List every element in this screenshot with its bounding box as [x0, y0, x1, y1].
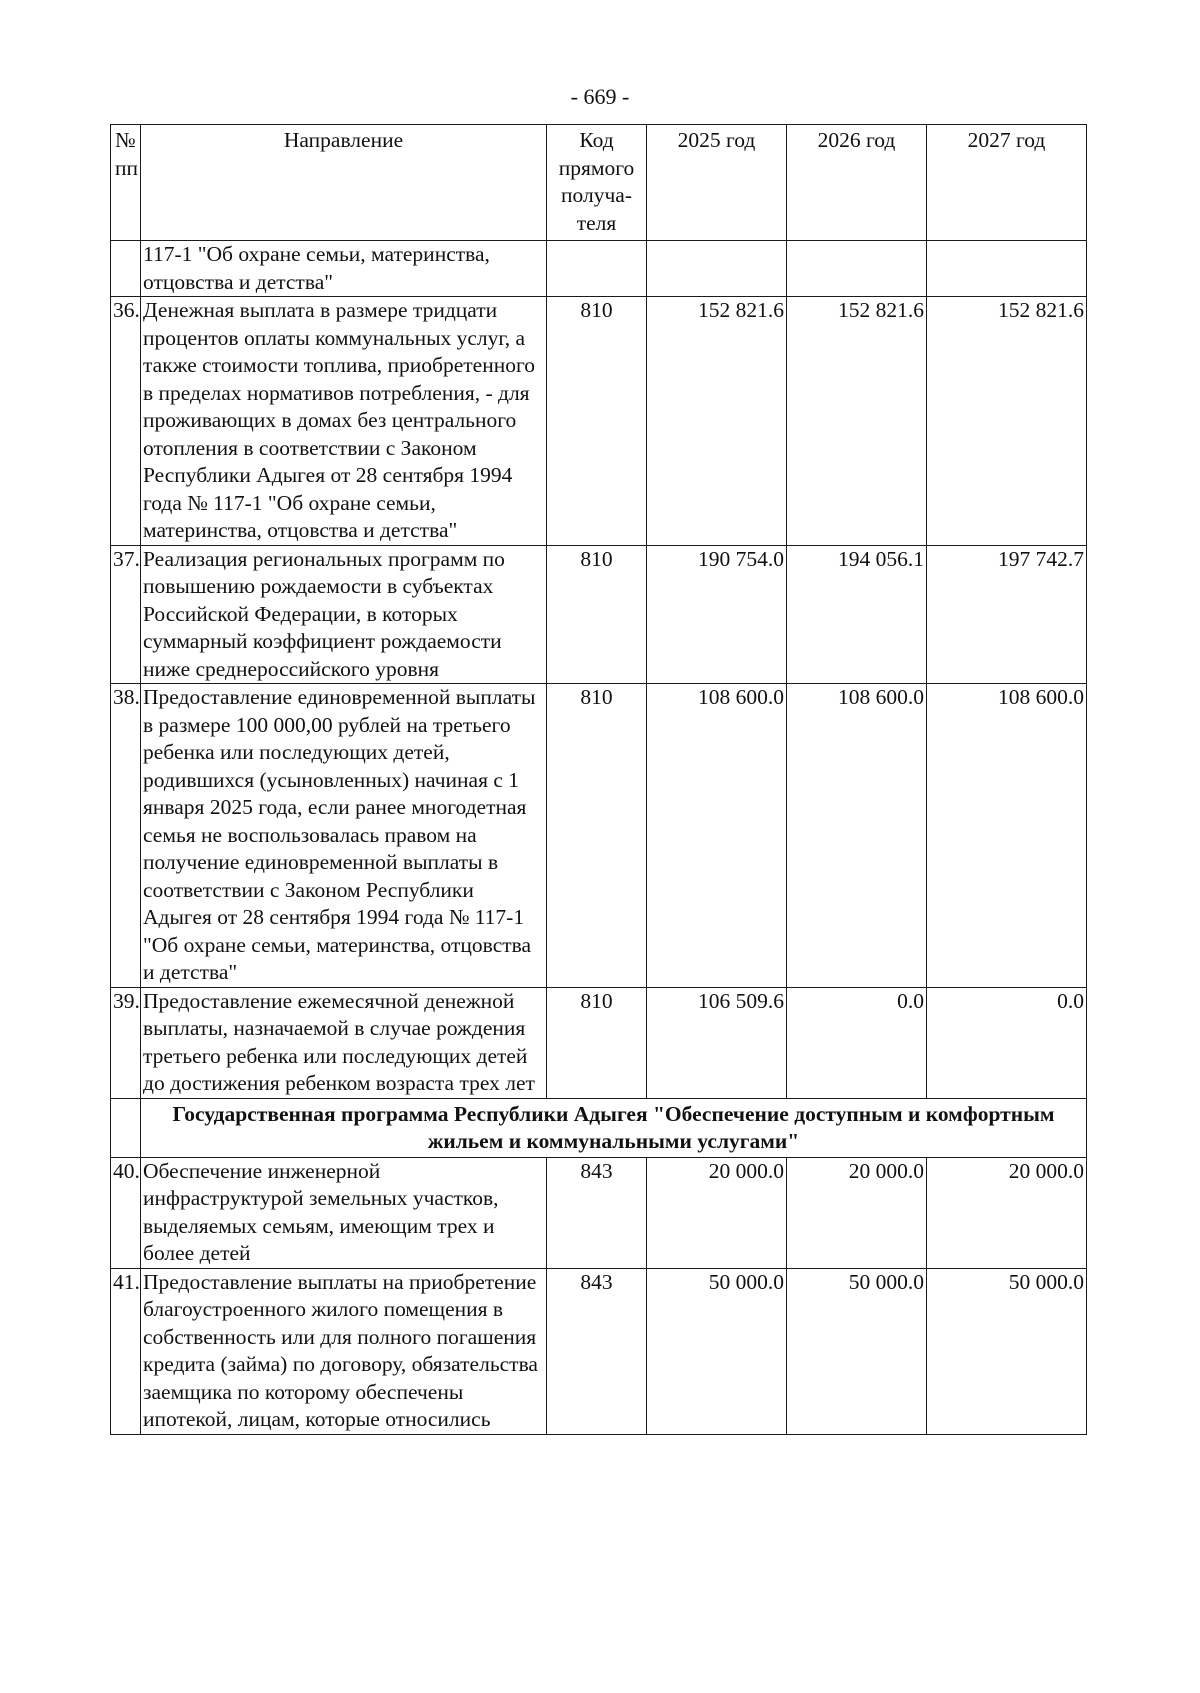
section-heading-row: [111, 1098, 1087, 1157]
row-number: 39.: [111, 987, 141, 1098]
row-direction: Предоставление выплаты на приобретение благоустроенного жилого помещения в собственность или для полного погашения кредита (займа) по договору, обязательства заемщика по которому обеспечены ипотекой, лицам, которые относились: [141, 1268, 547, 1434]
header-2026: 2026 год: [787, 125, 927, 241]
row-direction: Обеспечение инженерной инфраструктурой земельных участков, выделяемых семьям, имеющим трех и более детей: [141, 1157, 547, 1268]
row-2026: 0.0: [787, 987, 927, 1098]
row-code: 843: [547, 1157, 647, 1268]
table-row: [111, 684, 1087, 988]
row-2026: [787, 241, 927, 297]
page-number: - 669 -: [570, 84, 630, 109]
table-row: [111, 1157, 1087, 1268]
table-row: [111, 987, 1087, 1098]
section-num: [111, 1098, 141, 1157]
row-2025: 152 821.6: [647, 297, 787, 546]
row-code: 810: [547, 545, 647, 684]
row-2025: 20 000.0: [647, 1157, 787, 1268]
header-direction: Направление: [141, 125, 547, 241]
row-number: 41.: [111, 1268, 141, 1434]
row-2026: 108 600.0: [787, 684, 927, 988]
table-header-row: [111, 125, 1087, 241]
budget-table: [110, 124, 1087, 1435]
row-code: 810: [547, 987, 647, 1098]
row-2027: [927, 241, 1087, 297]
row-number: 37.: [111, 545, 141, 684]
row-code: [547, 241, 647, 297]
table-row: [111, 297, 1087, 546]
row-2026: 152 821.6: [787, 297, 927, 546]
row-number: 36.: [111, 297, 141, 546]
row-2027: 197 742.7: [927, 545, 1087, 684]
row-2025: 106 509.6: [647, 987, 787, 1098]
section-title: Государственная программа Республики Адыгея "Обеспечение доступным и комфортным жильем и коммунальными услугами": [141, 1098, 1087, 1157]
row-direction: Денежная выплата в размере тридцати процентов оплаты коммунальных услуг, а также стоимости топлива, приобретенного в пределах нормативов потребления, - для проживающих в домах без центрального отопления в соответствии с Законом Республики Адыгея от 28 сентября 1994 года № 117-1 "Об охране семьи, материнства, отцовства и детства": [141, 297, 547, 546]
row-number: [111, 241, 141, 297]
row-2027: 0.0: [927, 987, 1087, 1098]
row-code: 810: [547, 684, 647, 988]
row-number: 38.: [111, 684, 141, 988]
row-2026: 194 056.1: [787, 545, 927, 684]
row-direction: 117-1 "Об охране семьи, материнства, отцовства и детства": [141, 241, 547, 297]
row-code: 843: [547, 1268, 647, 1434]
row-direction: Предоставление ежемесячной денежной выплаты, назначаемой в случае рождения третьего ребенка или последующих детей до достижения ребенком возраста трех лет: [141, 987, 547, 1098]
row-2025: [647, 241, 787, 297]
table-row: [111, 1268, 1087, 1434]
row-direction: Реализация региональных программ по повышению рождаемости в субъектах Российской Федерации, в которых суммарный коэффициент рождаемости ниже среднероссийского уровня: [141, 545, 547, 684]
table-row: [111, 545, 1087, 684]
row-2027: 152 821.6: [927, 297, 1087, 546]
row-2025: 108 600.0: [647, 684, 787, 988]
row-2026: 50 000.0: [787, 1268, 927, 1434]
header-code: Код прямого получа- теля: [547, 125, 647, 241]
header-2027: 2027 год: [927, 125, 1087, 241]
row-direction: Предоставление единовременной выплаты в размере 100 000,00 рублей на третьего ребенка или последующих детей, родившихся (усыновленных) начиная с 1 января 2025 года, если ранее многодетная семья не воспользовалась правом на получение единовременной выплаты в соответствии с Законом Республики Адыгея от 28 сентября 1994 года № 117-1 "Об охране семьи, материнства, отцовства и детства": [141, 684, 547, 988]
row-2025: 190 754.0: [647, 545, 787, 684]
row-number: 40.: [111, 1157, 141, 1268]
row-2027: 20 000.0: [927, 1157, 1087, 1268]
row-2026: 20 000.0: [787, 1157, 927, 1268]
row-2027: 50 000.0: [927, 1268, 1087, 1434]
table-row-continuation: [111, 241, 1087, 297]
header-num: № пп: [111, 125, 141, 241]
row-2025: 50 000.0: [647, 1268, 787, 1434]
row-code: 810: [547, 297, 647, 546]
header-2025: 2025 год: [647, 125, 787, 241]
row-2027: 108 600.0: [927, 684, 1087, 988]
